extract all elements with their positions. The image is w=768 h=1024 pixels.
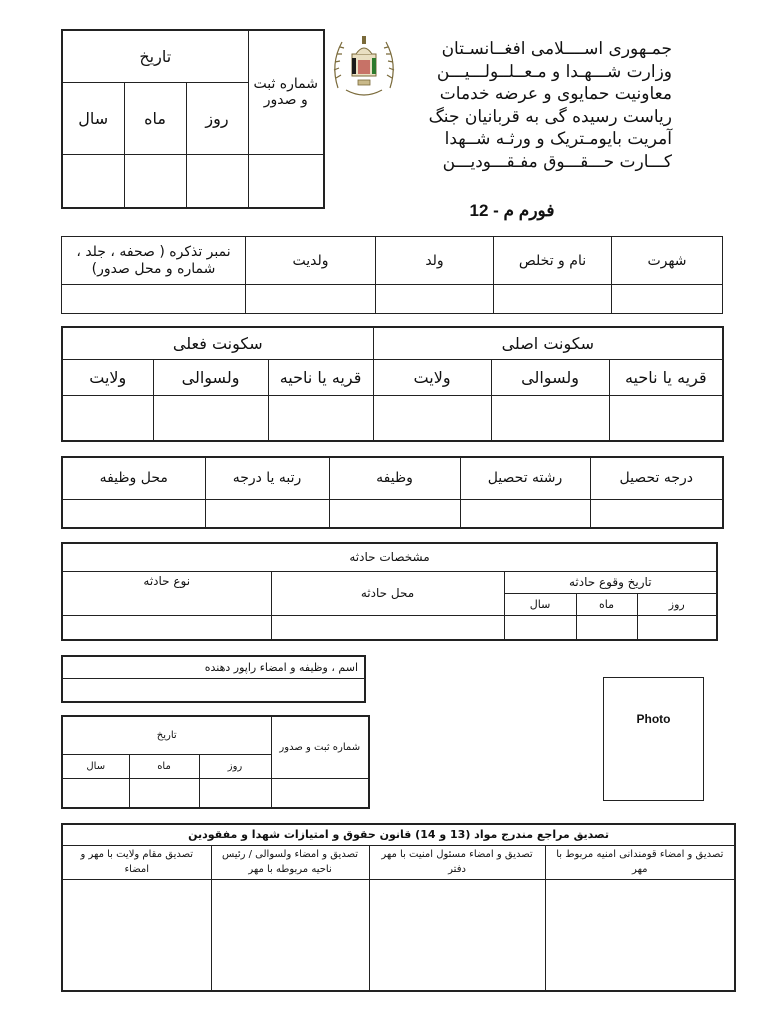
incident-place-value[interactable] [271, 615, 504, 640]
verification-col1-label: تصدیق و امضاء قومندانی امنیه مربوط با مهر [545, 845, 735, 879]
education-degree-value[interactable] [590, 499, 723, 528]
registration-box-2 [61, 715, 370, 809]
registration-year-label: سال [62, 82, 124, 154]
registration2-month-label: ماه [129, 754, 199, 778]
residence-table [61, 326, 724, 442]
job-label: وظیفه [329, 457, 460, 499]
verification-col2-value[interactable] [369, 879, 545, 991]
reporter-table [61, 655, 366, 703]
personal-info-table [61, 236, 723, 314]
fame-value[interactable] [612, 285, 723, 314]
incident-year-label: سال [504, 593, 576, 615]
father-value[interactable] [376, 285, 494, 314]
incident-title: مشخصات حادثه [62, 543, 717, 571]
registration2-month-value[interactable] [129, 778, 199, 808]
header-line: ریاست رسیده گی به قربانیان جنگ [428, 106, 672, 127]
current-village-value[interactable] [268, 395, 373, 441]
current-residence-label: سکونت فعلی [62, 327, 373, 359]
name-label: نام و تخلص [494, 237, 612, 285]
photo-box[interactable] [603, 677, 704, 801]
incident-table [61, 542, 718, 641]
verification-col3-label: تصدیق و امضاء ولسوالی / رئیس ناحیه مربوطه با مهر [211, 845, 369, 879]
photo-label: Photo [636, 712, 671, 726]
registration-month-value[interactable] [124, 154, 186, 208]
education-degree-label: درجه تحصیل [590, 457, 723, 499]
original-district-value[interactable] [491, 395, 609, 441]
registration-day-label: روز [186, 82, 248, 154]
incident-type-value[interactable] [62, 615, 271, 640]
incident-type-label: نوع حادثه [62, 571, 271, 615]
father-label: ولد [376, 237, 494, 285]
rank-label: رتبه یا درجه [205, 457, 329, 499]
registration2-day-value[interactable] [199, 778, 271, 808]
incident-day-label: روز [637, 593, 717, 615]
grandfather-value[interactable] [246, 285, 376, 314]
registration-month-label: ماه [124, 82, 186, 154]
registration2-year-label: سال [62, 754, 129, 778]
header-text-block [392, 38, 672, 173]
original-village-label: قریه یا ناحیه [609, 359, 723, 395]
current-province-label: ولایت [62, 359, 153, 395]
incident-month-label: ماه [576, 593, 637, 615]
verification-col2-label: تصدیق و امضاء مسئول امنیت با مهر دفتر [369, 845, 545, 879]
tazkira-label: نمبر تذکره ( صحفه ، جلد ، شماره و محل صدور) [62, 237, 246, 285]
registration-date-label: تاریخ [62, 30, 248, 82]
incident-day-value[interactable] [637, 615, 717, 640]
national-emblem-icon [328, 28, 400, 102]
registration2-number-label: شماره ثبت و صدور [271, 716, 369, 778]
fame-label: شهرت [612, 237, 723, 285]
registration2-date-label: تاریخ [62, 716, 271, 754]
registration2-day-label: روز [199, 754, 271, 778]
header-line: کـــارت حـــقـــوق مفـقـــودیـــن [442, 151, 672, 172]
header-line: معاونیت حمایوی و عرضه خدمات [439, 84, 672, 104]
job-value[interactable] [329, 499, 460, 528]
verification-col1-value[interactable] [545, 879, 735, 991]
grandfather-label: ولدیت [246, 237, 376, 285]
registration-number-value[interactable] [248, 154, 324, 208]
workplace-value[interactable] [62, 499, 205, 528]
verification-col3-value[interactable] [211, 879, 369, 991]
current-district-label: ولسوالی [153, 359, 268, 395]
header-line: جمـهوری اســــلامی افغــانسـتان [441, 39, 672, 59]
registration-box [61, 29, 325, 209]
form-number: فورم م - 12 [469, 201, 555, 220]
registration-number-label: شماره ثبت و صدور [248, 30, 324, 154]
original-province-value[interactable] [373, 395, 491, 441]
current-district-value[interactable] [153, 395, 268, 441]
current-province-value[interactable] [62, 395, 153, 441]
name-value[interactable] [494, 285, 612, 314]
original-province-label: ولایت [373, 359, 491, 395]
reporter-value[interactable] [62, 678, 365, 702]
incident-date-label: تاریخ وقوع حادثه [504, 571, 717, 593]
current-village-label: قریه یا ناحیه [268, 359, 373, 395]
original-residence-label: سکونت اصلی [373, 327, 723, 359]
education-field-value[interactable] [460, 499, 590, 528]
workplace-label: محل وظیفه [62, 457, 205, 499]
header-line: وزارت شـــهـدا و مـعــلــولـــیـــن [436, 61, 672, 82]
verification-title: تصدیق مراجع مندرج مواد (13 و 14) قانون حقوق و امتیازات شهدا و مفقودین [62, 824, 735, 845]
rank-value[interactable] [205, 499, 329, 528]
registration2-number-value[interactable] [271, 778, 369, 808]
verification-table [61, 823, 736, 992]
original-district-label: ولسوالی [491, 359, 609, 395]
incident-place-label: محل حادثه [271, 571, 504, 615]
header-line: آمریت بایومـتریک و ورثـه شــهدا [444, 129, 672, 149]
tazkira-value[interactable] [62, 285, 246, 314]
education-table [61, 456, 724, 529]
incident-month-value[interactable] [576, 615, 637, 640]
original-village-value[interactable] [609, 395, 723, 441]
registration2-year-value[interactable] [62, 778, 129, 808]
registration-year-value[interactable] [62, 154, 124, 208]
verification-col4-label: تصدیق مقام ولایت با مهر و امضاء [62, 845, 211, 879]
registration-day-value[interactable] [186, 154, 248, 208]
verification-col4-value[interactable] [62, 879, 211, 991]
education-field-label: رشته تحصیل [460, 457, 590, 499]
incident-year-value[interactable] [504, 615, 576, 640]
reporter-label: اسم ، وظیفه و امضاء راپور دهنده [62, 656, 365, 678]
